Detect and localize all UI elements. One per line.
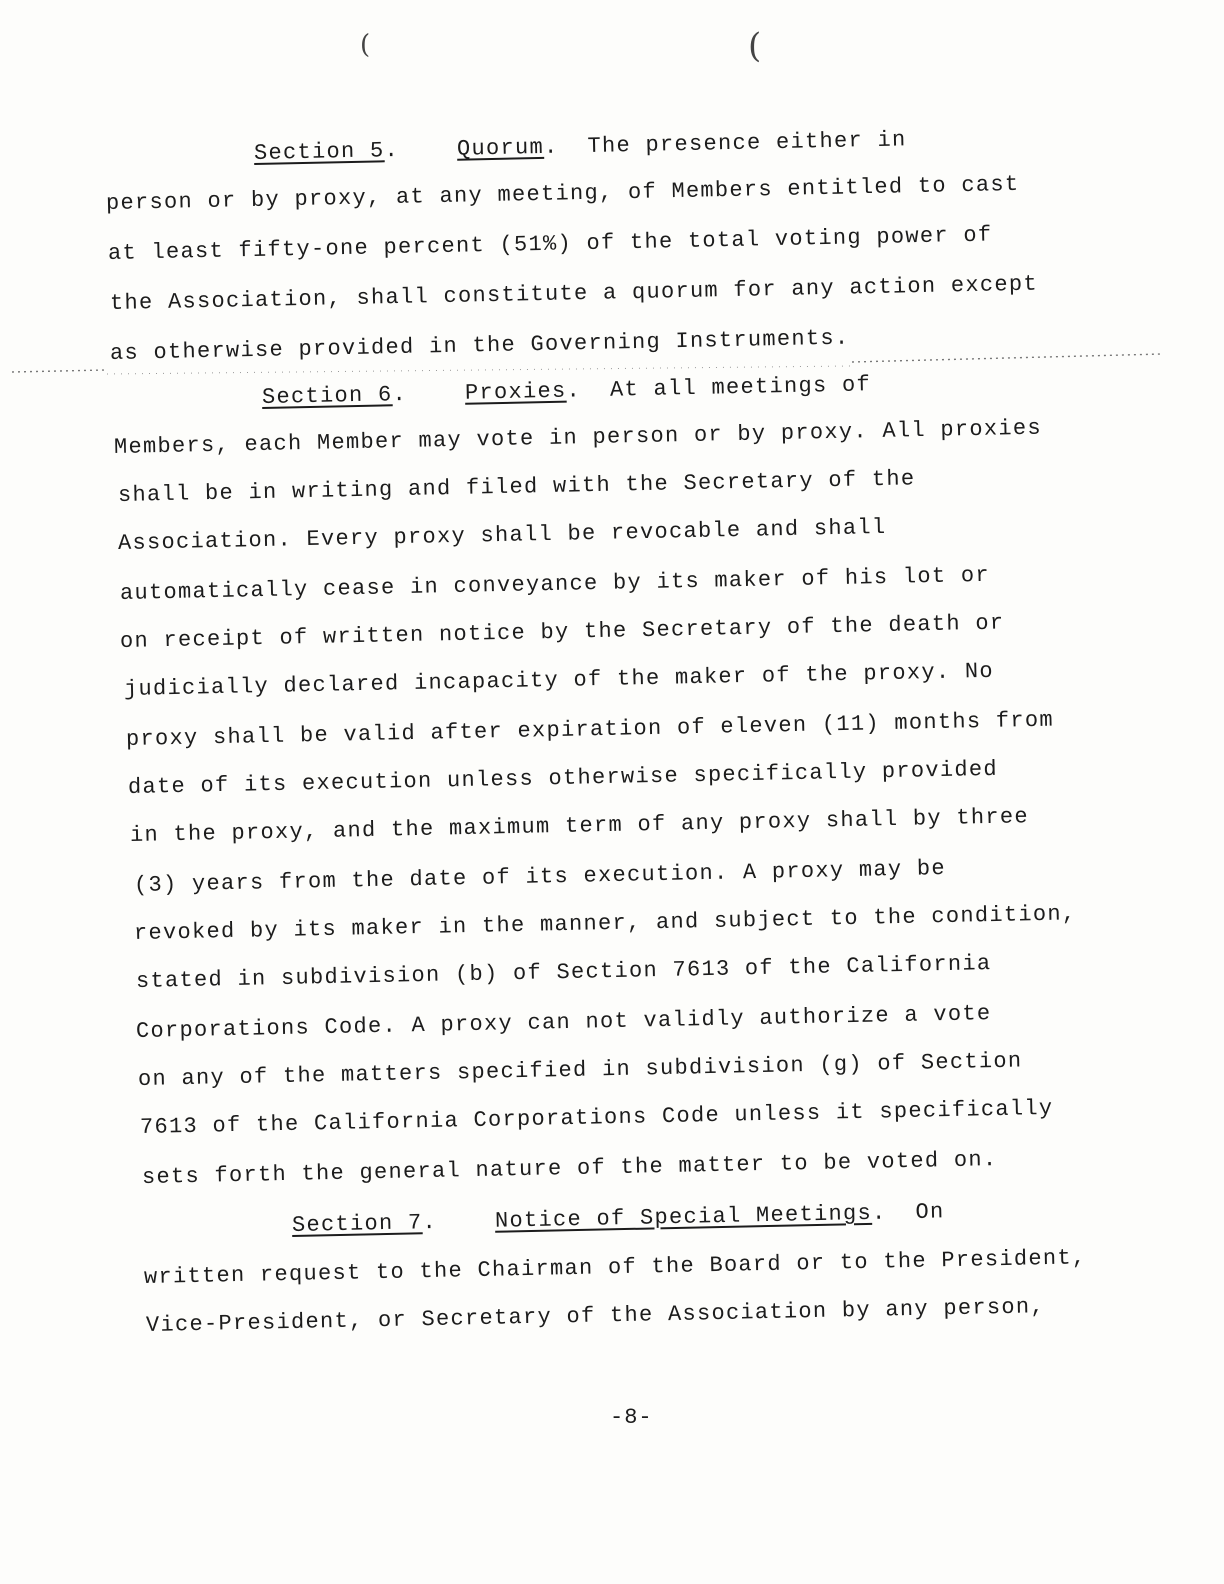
section-5-line1-rest: The presence either in (587, 127, 907, 160)
section-6-number: Section 6 (261, 382, 393, 410)
section-6-line: Corporations Code. A proxy can not validly authorize a vote (135, 1001, 992, 1044)
section-6-line: revoked by its maker in the manner, and subject to the condition, (133, 901, 1077, 946)
section-6-heading: Section 6. Proxies. At all meetings of (261, 372, 872, 410)
section-5-heading: Section 5. Quorum. The presence either in (253, 127, 907, 166)
section-5-number: Section 5 (253, 138, 385, 166)
section-5-line: the Association, shall constitute a quorum for any action except (109, 271, 1039, 316)
section-5-line: at least fifty-one percent (51%) of the total voting power of (107, 222, 993, 266)
section-6-line1-rest: At all meetings of (609, 372, 872, 403)
section-6-title: Proxies (464, 378, 567, 406)
section-6-line: 7613 of the California Corporations Code unless it specifically (139, 1095, 1054, 1140)
section-6-line: sets forth the general nature of the matter to be voted on. (141, 1147, 998, 1190)
section-7-number: Section 7 (291, 1210, 423, 1238)
section-6-line: stated in subdivision (b) of Section 7613 of the California (135, 951, 992, 994)
section-7-line1-rest: On (915, 1199, 945, 1225)
section-7-heading: Section 7. Notice of Special Meetings. On (291, 1199, 945, 1238)
section-7-title: Notice of Special Meetings (494, 1200, 873, 1234)
section-6-line: in the proxy, and the maximum term of any proxy shall by three (129, 804, 1030, 848)
section-6-line: Members, each Member may vote in person or by proxy. All proxies (113, 415, 1043, 460)
section-6-line: automatically cease in conveyance by its maker of his lot or (119, 562, 991, 606)
page-number: -8- (610, 1405, 653, 1430)
section-6-line: judicially declared incapacity of the maker of the proxy. No (123, 658, 995, 702)
section-6-line: Association. Every proxy shall be revocable and shall (117, 514, 887, 556)
section-6-line: shall be in writing and filed with the Secretary of the (117, 466, 916, 508)
section-5-title: Quorum (456, 134, 545, 162)
section-5-line: as otherwise provided in the Governing Instruments. (109, 325, 850, 366)
section-5-line: person or by proxy, at any meeting, of Members entitled to cast (105, 171, 1020, 216)
section-7-line: written request to the Chairman of the Board or to the President, (143, 1245, 1087, 1290)
section-6-line: on any of the matters specified in subdivision (g) of Section (137, 1048, 1023, 1092)
section-6-line: on receipt of written notice by the Secretary of the death or (119, 610, 1005, 654)
section-6-line: proxy shall be valid after expiration of eleven (11) months from (125, 707, 1055, 752)
page-mark-right: ( (748, 26, 762, 66)
section-6-line: (3) years from the date of its execution. A proxy may be (133, 855, 947, 898)
section-7-line: Vice-President, or Secretary of the Association by any person, (145, 1294, 1046, 1338)
page-mark-left: ( (360, 30, 371, 60)
section-6-line: date of its execution unless otherwise specifically provided (127, 756, 999, 800)
